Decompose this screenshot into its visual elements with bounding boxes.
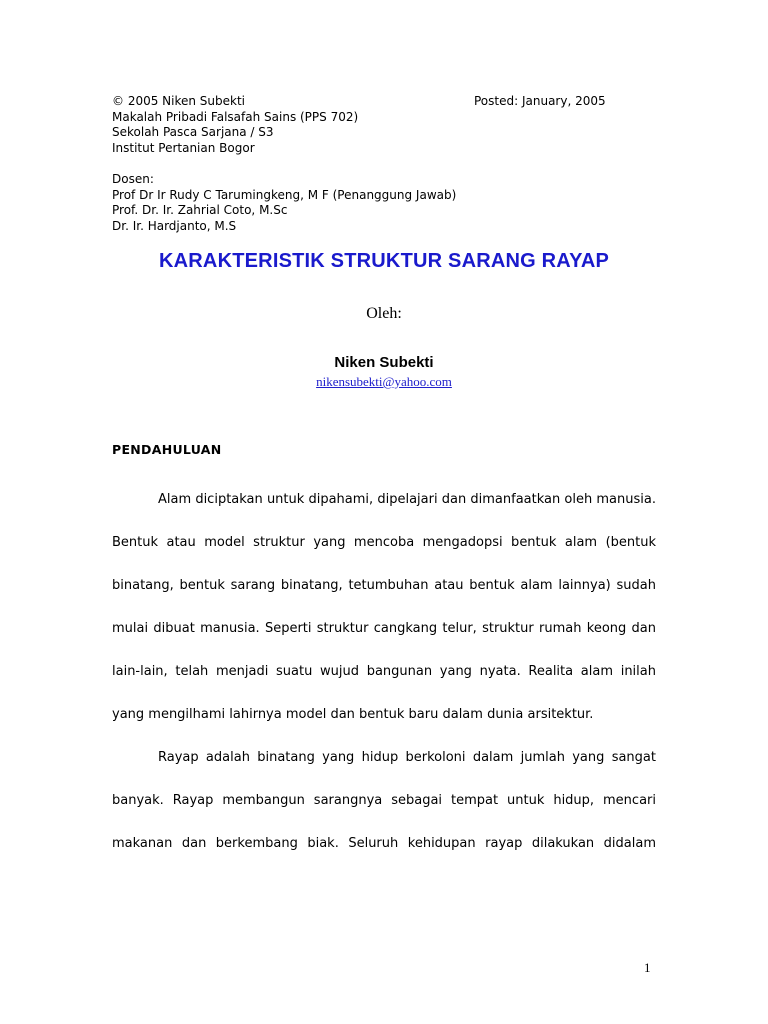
copyright-line: © 2005 Niken Subekti <box>112 94 246 108</box>
body-text <box>112 478 656 865</box>
author-name: Niken Subekti <box>334 354 434 371</box>
paragraph: Rayap adalah binatang yang hidup berkoloni dalam jumlah yang sangat banyak. Rayap membangun sarangnya sebagai tempat untuk hidup, mencari makanan dan berkembang biak. Seluruh kehidupan rayap dilakukan didalam <box>112 750 656 851</box>
email-link[interactable]: nikensubekti@yahoo.com <box>316 374 452 389</box>
section-heading: PENDAHULUAN <box>112 442 222 457</box>
dosen-name: Dr. Ir. Hardjanto, M.S <box>112 218 237 233</box>
course-line: Makalah Pribadi Falsafah Sains (PPS 702) <box>112 109 359 124</box>
school-line: Sekolah Pasca Sarjana / S3 <box>112 125 274 139</box>
dosen-name: Prof. Dr. Ir. Zahrial Coto, M.Sc <box>112 203 288 217</box>
oleh-label: Oleh: <box>366 305 402 322</box>
posted-date: Posted: January, 2005 <box>474 94 606 108</box>
author-email <box>0 374 768 390</box>
dosen-list <box>112 172 532 234</box>
dosen-name: Prof Dr Ir Rudy C Tarumingkeng, M F (Penanggung Jawab) <box>112 187 457 202</box>
dosen-label: Dosen: <box>112 172 154 186</box>
document-title: KARAKTERISTIK STRUKTUR SARANG RAYAP <box>159 250 609 272</box>
institute-line: Institut Pertanian Bogor <box>112 140 255 155</box>
header-info <box>112 94 472 156</box>
page-number: 1 <box>644 960 651 975</box>
paragraph: Alam diciptakan untuk dipahami, dipelajari dan dimanfaatkan oleh manusia. Bentuk atau model struktur yang mencoba mengadopsi bentuk alam (bentuk binatang, bentuk sarang binatang, tetumbuhan atau bentuk alam lainnya) sudah mulai dibuat manusia. Seperti struktur cangkang telur, struktur rumah keong dan lain-lain, telah menjadi suatu wujud bangunan yang nyata. Realita alam inilah yang mengilhami lahirnya model dan bentuk baru dalam dunia arsitektur. <box>112 492 656 722</box>
